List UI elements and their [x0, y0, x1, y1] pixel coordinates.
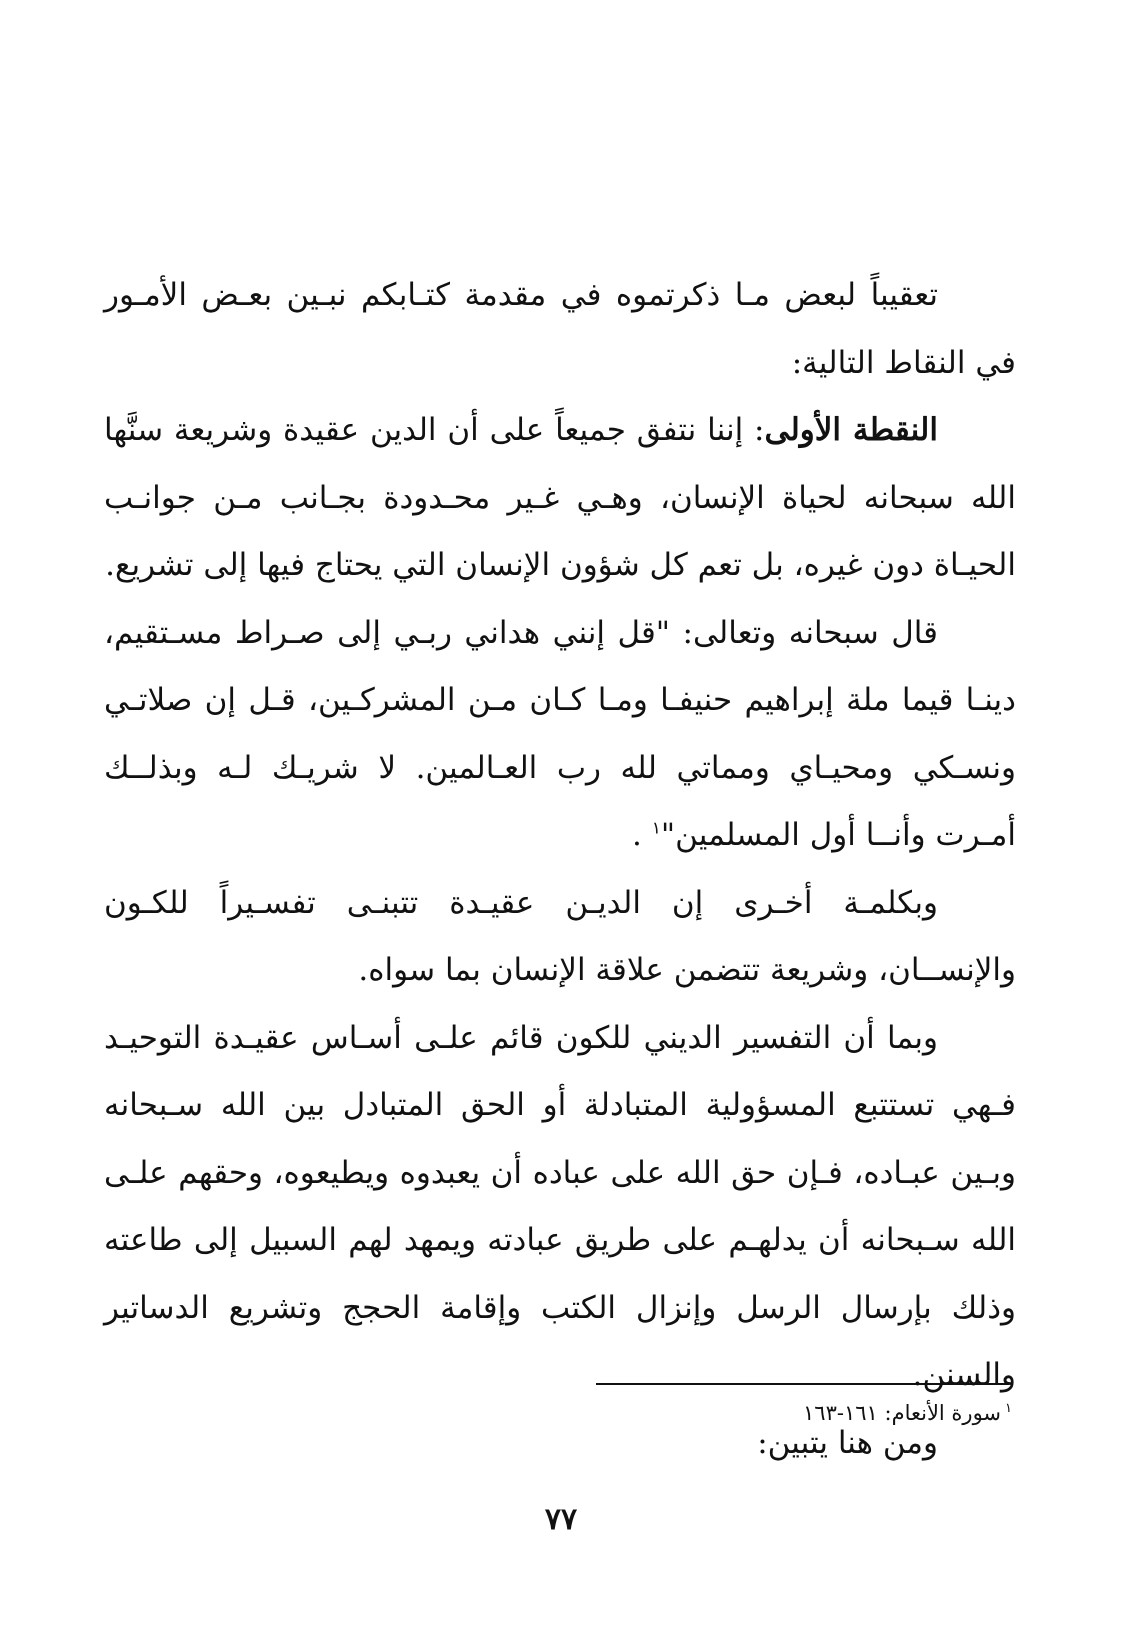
- paragraph-tawhid: [104, 1005, 1016, 1410]
- footnote-number: ١: [1005, 1401, 1012, 1416]
- paragraph-text: تعقيباً لبعض مـا ذكرتموه في مقدمة كتـابكم نبـين بعـض الأمـور في النقاط التالية:: [104, 277, 1016, 381]
- paragraph-text: وبما أن التفسير الديني للكون قائم علـى أسـاس عقيـدة التوحيـد فـهي تستتبع المسؤولية المتبادلة أو الحق المتبادل بين الله سـبحانه وبـين عبـاده، فـإن حق الله على عباده أن يعبدوه ويطيعوه، وحقهم علـى الله سـبحانه أن يدلهـم على طريق عبادته ويمهد لهم السبيل إلى طاعته وذلك بإرسال الرسل وإنزال الكتب وإقامة الحجج وتشريع الدساتير والسنن.: [104, 1019, 1016, 1393]
- paragraph-intro: [104, 262, 1016, 397]
- quote-tail: .: [632, 817, 652, 853]
- paragraph-point-one: [104, 397, 1016, 600]
- paragraph-text: ومن هنا يتبين:: [757, 1424, 938, 1461]
- footnote: [803, 1396, 1012, 1430]
- paragraph-quran-quote: [104, 600, 1016, 870]
- quote-text: قال سبحانه وتعالى: "قل إنني هداني ربـي إلى صـراط مسـتقيم، دينـا قيما ملة إبراهيم حنيفـا ومـا كـان مـن المشركـين، قـل إن صلاتـي ونسـكي ومحيـاي ومماتي لله رب العـالمين. لا شريـك لـه وبذلــك أمـرت وأنــا أول المسلمين": [104, 614, 1016, 853]
- paragraph-text: : إننا نتفق جميعاً على أن الدين عقيدة وشريعة سنَّها الله سبحانه لحياة الإنسان، وهـي غـير محـدودة بجـانب مـن جوانـب الحيـاة دون غيره، بل تعم كل شؤون الإنسان التي يحتاج فيها إلى تشريع.: [104, 412, 1016, 583]
- page-number: ٧٧: [544, 1502, 578, 1537]
- paragraph-text: وبكلمـة أخـرى إن الديـن عقيـدة تتبنـى تفسـيراً للكـون والإنســان، وشريعة تتضمن علاقة الإنسان بما سواه.: [104, 884, 1016, 988]
- paragraph-other-words: [104, 870, 1016, 1005]
- footnote-marker: ١: [651, 818, 661, 839]
- body-text: [104, 262, 1016, 1477]
- point-heading: النقطة الأولى: [764, 412, 938, 448]
- footnote-text: سورة الأنعام: ١٦١-١٦٣: [803, 1401, 1002, 1425]
- footnote-divider: [596, 1383, 1009, 1385]
